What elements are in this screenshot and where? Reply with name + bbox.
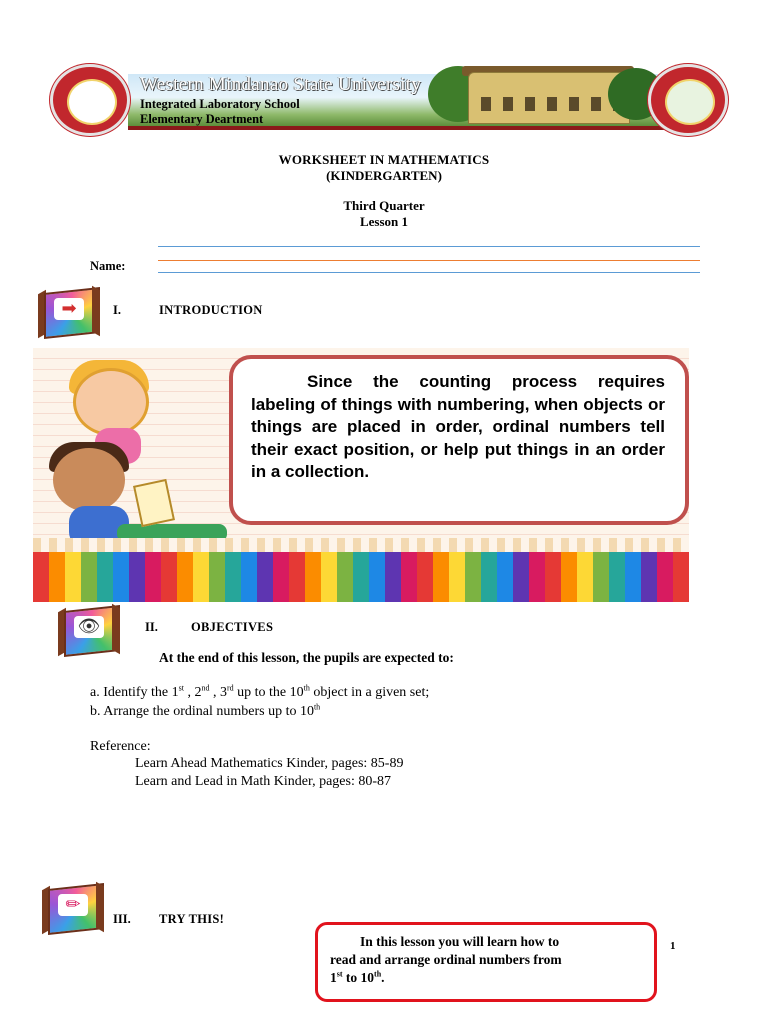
section-title-introduction: INTRODUCTION — [159, 303, 263, 317]
introduction-text-box — [229, 355, 689, 525]
introduction-section-icon — [38, 288, 100, 338]
try-this-box — [315, 922, 657, 1002]
name-label: Name: — [90, 259, 126, 273]
ils-seal-logo — [648, 64, 728, 136]
page-number: 1 — [670, 940, 676, 952]
try-this-text: In this lesson you will learn how to read and arrange ordinal numbers from 1st to 10th. — [330, 934, 562, 985]
department-name: Elementary Deartment — [140, 112, 264, 126]
university-name: Western Mindanao State University — [140, 74, 422, 95]
university-building — [468, 72, 630, 124]
objectives-section-icon — [58, 606, 120, 656]
objective-item-b: b. Arrange the ordinal numbers up to 10th — [90, 702, 321, 719]
section-number: III. — [113, 912, 131, 926]
reference-label: Reference: — [90, 739, 151, 754]
arrow-icon: ➡ — [54, 298, 84, 320]
section-number: I. — [113, 303, 121, 317]
section-number: II. — [145, 620, 158, 634]
book-icon — [133, 479, 175, 527]
reference-item: Learn and Lead in Math Kinder, pages: 80-87 — [135, 774, 392, 789]
reference-item: Learn Ahead Mathematics Kinder, pages: 85-89 — [135, 756, 404, 771]
header-banner — [48, 64, 724, 130]
colored-pencils-border — [33, 552, 689, 602]
name-writing-line[interactable] — [158, 260, 700, 261]
pencil-tips — [33, 538, 689, 552]
lesson-label: Lesson 1 — [359, 214, 409, 229]
objective-item-a: a. Identify the 1st , 2nd , 3rd up to the 10th object in a given set; — [90, 683, 430, 700]
introduction-text: Since the counting process requires labeling of things with numbering, when objects or things are placed in order, ordinal numbers tell their exact position, or help put things in an order in a collection. — [251, 372, 665, 481]
worksheet-title: WORKSHEET IN MATHEMATICS — [278, 152, 490, 167]
wmsu-seal-logo — [50, 64, 130, 136]
section-title-objectives: OBJECTIVES — [191, 620, 274, 634]
section-title-try-this: TRY THIS! — [159, 912, 225, 926]
school-name: Integrated Laboratory School — [140, 97, 300, 111]
name-writing-line[interactable] — [158, 246, 700, 247]
name-writing-line[interactable] — [158, 272, 700, 273]
try-this-section-icon — [42, 884, 104, 934]
quarter-label: Third Quarter — [343, 198, 425, 213]
eye-icon: 👁 — [74, 616, 104, 638]
grade-level: (KINDERGARTEN) — [326, 168, 442, 183]
pencil-icon: ✏ — [58, 894, 88, 916]
objectives-intro: At the end of this lesson, the pupils are expected to: — [159, 650, 454, 665]
